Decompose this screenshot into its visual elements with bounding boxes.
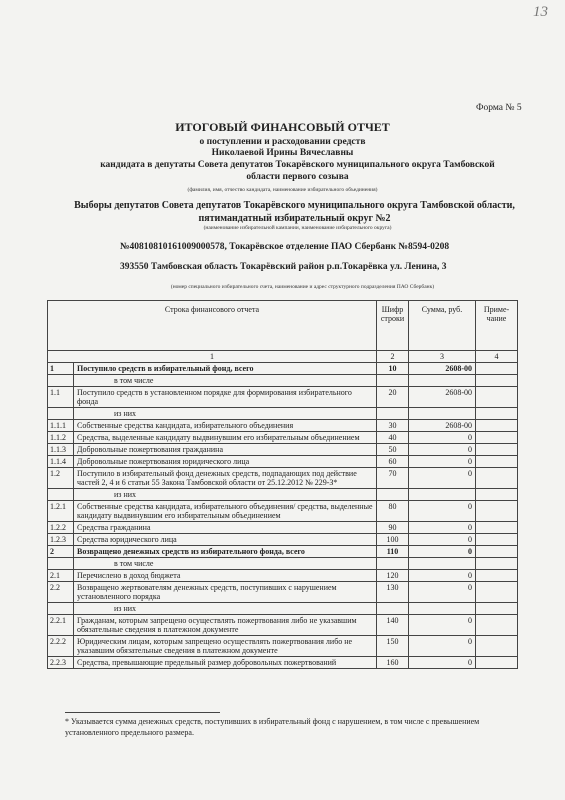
row-number: 1.1.4 <box>48 456 74 468</box>
table-row <box>48 522 518 534</box>
row-label: из них <box>74 408 377 420</box>
row-number: 2.1 <box>48 570 74 582</box>
row-number <box>48 603 74 615</box>
row-number <box>48 408 74 420</box>
row-note <box>476 375 518 387</box>
row-code <box>377 375 409 387</box>
row-sum: 0 <box>409 456 476 468</box>
row-number: 1.2.3 <box>48 534 74 546</box>
row-label: Поступило средств в избирательный фонд, всего <box>74 363 377 375</box>
table-row <box>48 420 518 432</box>
row-label: из них <box>74 489 377 501</box>
row-sum: 0 <box>409 570 476 582</box>
footnote-divider <box>65 712 220 713</box>
row-note <box>476 456 518 468</box>
row-note <box>476 657 518 669</box>
table-row <box>48 444 518 456</box>
row-number <box>48 489 74 501</box>
row-note <box>476 501 518 522</box>
account-line: №40810810161009000578, Токарёвское отделение ПАО Сбербанк №8594-0208 <box>120 242 450 252</box>
row-note <box>476 546 518 558</box>
form-label: Форма № 5 <box>476 103 522 113</box>
table-row <box>48 534 518 546</box>
row-number: 2 <box>48 546 74 558</box>
row-number: 1 <box>48 363 74 375</box>
table-row <box>48 636 518 657</box>
row-label: из них <box>74 603 377 615</box>
row-sum: 0 <box>409 522 476 534</box>
table-row <box>48 468 518 489</box>
row-note <box>476 558 518 570</box>
table-row <box>48 546 518 558</box>
row-note <box>476 420 518 432</box>
table-row <box>48 657 518 669</box>
footnote: * Указывается сумма денежных средств, поступивших в избирательный фонд с нарушением, в том числе с превышением установленного предельного размера. <box>65 717 480 737</box>
row-code: 30 <box>377 420 409 432</box>
table-index-row <box>48 351 518 363</box>
row-sum: 0 <box>409 546 476 558</box>
report-subtitle: о поступлении и расходовании средств <box>199 137 366 147</box>
row-sum <box>409 489 476 501</box>
row-code: 140 <box>377 615 409 636</box>
header-note: Приме-чание <box>476 301 518 351</box>
candidate-line-2: области первого созыва <box>246 172 349 182</box>
row-number: 1.1.3 <box>48 444 74 456</box>
row-code: 20 <box>377 387 409 408</box>
row-code: 60 <box>377 456 409 468</box>
row-label: Перечислено в доход бюджета <box>74 570 377 582</box>
row-sum: 0 <box>409 534 476 546</box>
table-row <box>48 456 518 468</box>
report-title: ИТОГОВЫЙ ФИНАНСОВЫЙ ОТЧЕТ <box>175 120 390 134</box>
row-number: 1.1.2 <box>48 432 74 444</box>
row-code: 120 <box>377 570 409 582</box>
row-label: в том числе <box>74 558 377 570</box>
row-label: Возвращено жертвователям денежных средств, поступивших с нарушением установленного порядка <box>74 582 377 603</box>
row-number: 1.2.1 <box>48 501 74 522</box>
row-note <box>476 468 518 489</box>
financial-table <box>47 300 518 669</box>
row-sum: 0 <box>409 432 476 444</box>
row-sum: 0 <box>409 501 476 522</box>
row-sum <box>409 558 476 570</box>
row-sum <box>409 375 476 387</box>
row-sum: 2608-00 <box>409 420 476 432</box>
row-number: 1.2.2 <box>48 522 74 534</box>
row-note <box>476 489 518 501</box>
handwritten-page-number: 13 <box>533 4 548 20</box>
row-note <box>476 522 518 534</box>
row-label: Юридическим лицам, которым запрещено осуществлять пожертвования либо не указавшим обязательные сведения в платежном документе <box>74 636 377 657</box>
row-number <box>48 375 74 387</box>
row-note <box>476 636 518 657</box>
row-sum: 0 <box>409 636 476 657</box>
header-sum: Сумма, руб. <box>409 301 476 351</box>
table-row <box>48 432 518 444</box>
row-label: Собственные средства кандидата, избирательного объединения/ средства, выделенные кандидату выдвинувшим его избирательным объединением <box>74 501 377 522</box>
row-note <box>476 582 518 603</box>
row-sum: 2608-00 <box>409 387 476 408</box>
table-row <box>48 501 518 522</box>
row-sum <box>409 603 476 615</box>
row-number: 1.2 <box>48 468 74 489</box>
candidate-line-1: кандидата в депутаты Совета депутатов Токарёвского муниципального округа Тамбовской <box>100 160 495 170</box>
row-label: Поступило средств в установленном порядке для формирования избирательного фонда <box>74 387 377 408</box>
row-label: Возвращено денежных средств из избирательного фонда, всего <box>74 546 377 558</box>
row-label: Собственные средства кандидата, избирательного объединения <box>74 420 377 432</box>
row-label: Добровольные пожертвования юридического лица <box>74 456 377 468</box>
row-sum: 0 <box>409 582 476 603</box>
row-code <box>377 558 409 570</box>
row-code: 40 <box>377 432 409 444</box>
row-note <box>476 603 518 615</box>
caption-candidate: (фамилия, имя, отчество кандидата, наименование избирательного объединения) <box>187 187 378 193</box>
row-code: 10 <box>377 363 409 375</box>
row-number: 2.2.3 <box>48 657 74 669</box>
row-number: 1.1 <box>48 387 74 408</box>
row-number <box>48 558 74 570</box>
row-label: Гражданам, которым запрещено осуществлять пожертвования либо не указавшим обязательные сведения в платежном документе <box>74 615 377 636</box>
row-code <box>377 489 409 501</box>
row-code: 80 <box>377 501 409 522</box>
index-2: 2 <box>377 351 409 363</box>
candidate-name: Николаевой Ирины Вячеславны <box>211 148 354 158</box>
address-line: 393550 Тамбовская область Токарёвский район р.п.Токарёвка ул. Ленина, 3 <box>120 262 447 272</box>
row-code: 110 <box>377 546 409 558</box>
row-sum: 2608-00 <box>409 363 476 375</box>
row-code: 90 <box>377 522 409 534</box>
table-row <box>48 387 518 408</box>
row-code: 70 <box>377 468 409 489</box>
row-label: Средства гражданина <box>74 522 377 534</box>
caption-account: (номер специального избирательного счета, наименование и адрес структурного подразделения ПАО Сбербанк) <box>170 284 435 290</box>
row-sum: 0 <box>409 657 476 669</box>
row-code: 150 <box>377 636 409 657</box>
header-line: Строка финансового отчета <box>48 301 377 351</box>
table-row <box>48 375 518 387</box>
row-number: 2.2 <box>48 582 74 603</box>
row-code: 130 <box>377 582 409 603</box>
table-row <box>48 615 518 636</box>
table-row <box>48 570 518 582</box>
row-number: 2.2.1 <box>48 615 74 636</box>
table-row <box>48 558 518 570</box>
row-note <box>476 408 518 420</box>
row-code: 160 <box>377 657 409 669</box>
table-row <box>48 363 518 375</box>
table-row <box>48 582 518 603</box>
row-number: 1.1.1 <box>48 420 74 432</box>
table-row <box>48 603 518 615</box>
row-sum: 0 <box>409 615 476 636</box>
row-label: Добровольные пожертвования гражданина <box>74 444 377 456</box>
row-note <box>476 615 518 636</box>
row-note <box>476 432 518 444</box>
row-number: 2.2.2 <box>48 636 74 657</box>
row-label: в том числе <box>74 375 377 387</box>
index-1: 1 <box>48 351 377 363</box>
index-4: 4 <box>476 351 518 363</box>
row-sum <box>409 408 476 420</box>
header-code: Шифр строки <box>377 301 409 351</box>
row-code: 50 <box>377 444 409 456</box>
table-row <box>48 489 518 501</box>
caption-election: (наименование избирательной кампании, наименование избирательного округа) <box>203 225 392 231</box>
row-note <box>476 387 518 408</box>
row-label: Средства юридического лица <box>74 534 377 546</box>
row-note <box>476 363 518 375</box>
election-line-2: пятимандатный избирательный округ №2 <box>198 213 391 224</box>
row-note <box>476 570 518 582</box>
row-note <box>476 444 518 456</box>
row-code <box>377 408 409 420</box>
index-3: 3 <box>409 351 476 363</box>
row-label: Поступило в избирательный фонд денежных средств, подпадающих под действие частей 2, 4 и 6 статьи 55 Закона Тамбовской области от 25.12.2012 № 229-З* <box>74 468 377 489</box>
table-header-row <box>48 301 518 351</box>
row-sum: 0 <box>409 444 476 456</box>
row-label: Средства, превышающие предельный размер добровольных пожертвований <box>74 657 377 669</box>
row-code <box>377 603 409 615</box>
election-line-1: Выборы депутатов Совета депутатов Токарёвского муниципального округа Тамбовской области, <box>74 200 515 211</box>
row-code: 100 <box>377 534 409 546</box>
row-sum: 0 <box>409 468 476 489</box>
row-note <box>476 534 518 546</box>
table-row <box>48 408 518 420</box>
row-label: Средства, выделенные кандидату выдвинувшим его избирательным объединением <box>74 432 377 444</box>
